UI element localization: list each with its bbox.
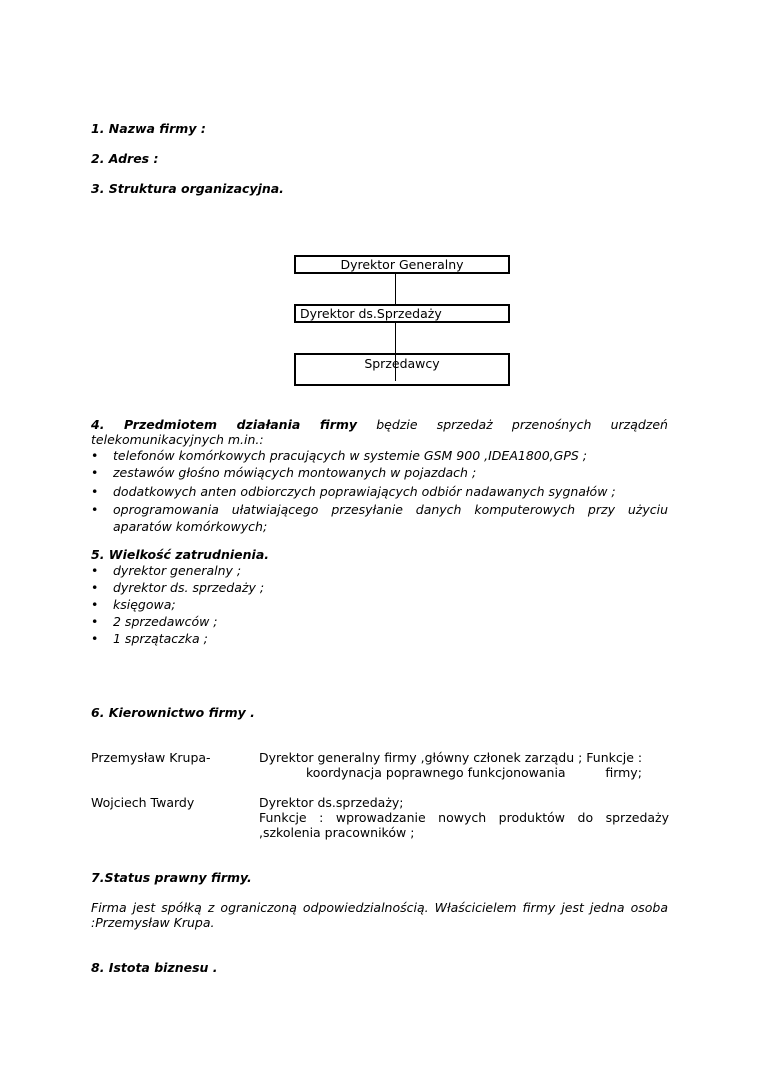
products-list (91, 447, 671, 535)
heading-management: 6. Kierownictwo firmy . (91, 705, 255, 720)
list-item: • dyrektor ds. sprzedaży ; (91, 580, 265, 595)
org-label-general-director: Dyrektor Generalny (340, 257, 464, 272)
manager-functions-2: Funkcje : wprowadzanie nowych produktów do sprzedaży ,szkolenia pracowników ; (259, 810, 669, 840)
org-label-salespeople: Sprzedawcy (364, 356, 440, 371)
list-item: • 1 sprzątaczka ; (91, 631, 208, 646)
list-item: • dodatkowych anten odbiorczych poprawiających odbiór nadawanych sygnałów ; (91, 484, 616, 499)
list-item: • księgowa; (91, 597, 176, 612)
list-item: • 2 sprzedawców ; (91, 614, 218, 629)
section-business-scope (91, 417, 668, 447)
heading-business-scope: 4. Przedmiotem działania firmy (91, 417, 358, 432)
org-box-general-director (294, 255, 510, 274)
org-box-salespeople (294, 353, 510, 386)
business-scope-text: będzie sprzedaż przenośnych urządzeń telekomunikacyjnych m.in.: (91, 417, 668, 447)
manager-name-1: Przemysław Krupa- (91, 750, 211, 765)
heading-employment: 5. Wielkość zatrudnienia. (91, 547, 270, 562)
manager-role-2: Dyrektor ds.sprzedaży; (259, 795, 404, 810)
org-connector-top (395, 274, 396, 305)
heading-business-essence: 8. Istota biznesu . (91, 960, 218, 975)
list-item: • dyrektor generalny ; (91, 563, 242, 578)
list-item: • zestawów głośno mówiących montowanych w pojazdach ; (91, 465, 477, 480)
legal-status-text: Firma jest spółką z ograniczoną odpowiedzialnością. Właścicielem firmy jest jedna osoba :Przemysław Krupa. (91, 900, 668, 930)
manager-name-2: Wojciech Twardy (91, 795, 195, 810)
org-box-sales-director (294, 304, 510, 323)
org-label-sales-director: Dyrektor ds.Sprzedaży (300, 306, 442, 321)
heading-legal-status: 7.Status prawny firmy. (91, 870, 252, 885)
heading-company-name: 1. Nazwa firmy : (91, 121, 206, 136)
employment-list (91, 562, 671, 647)
manager-functions-1: koordynacja poprawnego funkcjonowania firmy; (306, 765, 642, 780)
heading-address: 2. Adres : (91, 151, 159, 166)
list-item: • oprogramowania ułatwiającego przesyłanie danych komputerowych przy użyciu aparatów komórkowych; (91, 502, 668, 534)
heading-org-structure: 3. Struktura organizacyjna. (91, 181, 284, 196)
manager-role-1: Dyrektor generalny firmy ,główny członek zarządu ; Funkcje : (259, 750, 643, 765)
list-item: • telefonów komórkowych pracujących w systemie GSM 900 ,IDEA1800,GPS ; (91, 448, 587, 463)
